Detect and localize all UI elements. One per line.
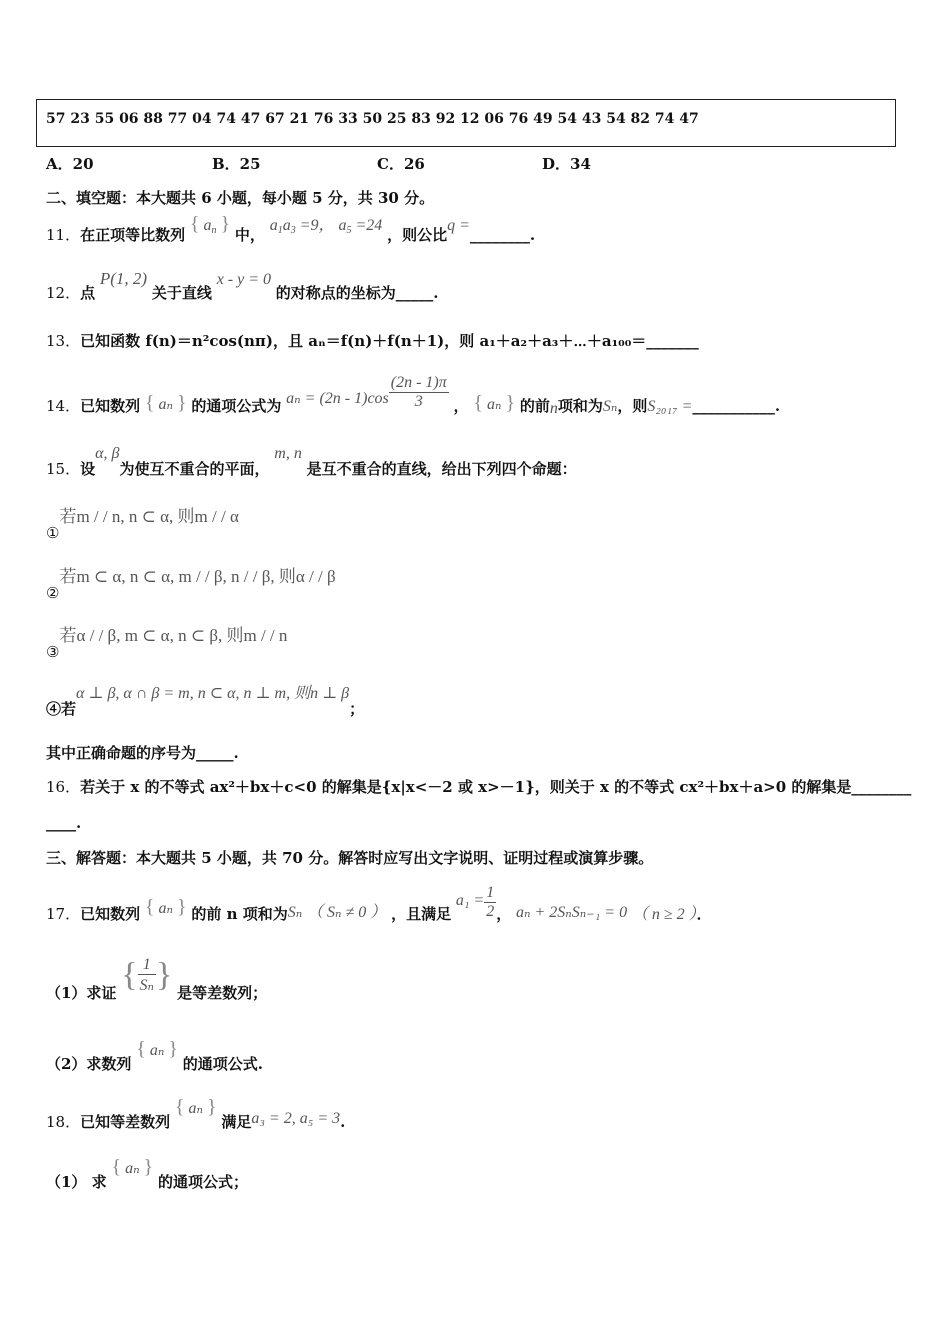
q15-text-3: 是互不重合的直线，给出下列四个命题： xyxy=(306,460,577,478)
prop-3-mark: ③ xyxy=(46,643,60,661)
q17-2-text-1: （2）求数列 xyxy=(46,1055,132,1073)
random-number-table xyxy=(36,99,896,147)
q16-text: 若关于 x 的不等式 ax²＋bx＋c<0 的解集是{x|x<－2 或 x>－1}，则关于 x 的不等式 cx²＋bx＋a>0 的解集是________ xyxy=(80,778,912,796)
q17-condition-2: （ n ≥ 2 ） xyxy=(631,905,697,923)
q11-sequence: { $a_n$ } xyxy=(189,213,231,236)
question-12 xyxy=(46,268,439,304)
q18-1-sequence: { aₙ } xyxy=(111,1156,154,1178)
q11-ratio: q = xyxy=(447,217,470,234)
q14-text-1: 已知数列 xyxy=(80,396,141,415)
q15-lines: m, n xyxy=(274,445,302,462)
q18-1-text-1: （1） 求 xyxy=(46,1173,107,1191)
q11-blank: ________. xyxy=(469,226,536,244)
option-d: D．34 xyxy=(542,155,591,173)
q11-text-1: 在正项等比数列 xyxy=(80,226,186,244)
q16-continuation: ____. xyxy=(46,814,82,832)
q12-line: x - y = 0 xyxy=(216,271,272,288)
q17-part-1 xyxy=(46,956,267,1012)
q14-text-4: 的前 xyxy=(519,396,550,415)
q11-condition: $a_1a_3 =9$， $a_5 =24$ xyxy=(269,217,383,236)
question-18 xyxy=(46,1096,345,1132)
q14-fraction: $\frac{(2n - 1)\pi}{3}$ xyxy=(390,374,447,410)
question-13 xyxy=(46,330,699,351)
q13-number: 13． xyxy=(46,332,81,350)
prop-1-mark: ① xyxy=(46,524,60,542)
q14-sn: Sₙ xyxy=(602,397,618,415)
q15-planes: α, β xyxy=(95,445,120,462)
q18-text-2: 满足 xyxy=(221,1113,252,1131)
q14-sequence: { aₙ } xyxy=(144,391,187,414)
q17-end: ． xyxy=(696,904,712,923)
q18-number: 18． xyxy=(46,1113,81,1131)
q15-text-2: 为使互不重合的平面， xyxy=(119,460,270,478)
q17-a1: a₁ = xyxy=(455,891,485,909)
q17-sequence: { aₙ } xyxy=(144,895,187,918)
q17-text-2: 的前 n 项和为 xyxy=(191,904,288,923)
q12-text-3: 的对称点的坐标为_____. xyxy=(275,284,439,302)
question-15 xyxy=(46,442,577,478)
section-2-heading: 二、填空题：本大题共 6 小题，每小题 5 分，共 30 分。 xyxy=(46,189,435,207)
q14-text-6: ，则 xyxy=(617,396,648,415)
q15-number: 15． xyxy=(46,460,81,478)
q11-text-3: ，则公比 xyxy=(387,226,448,244)
prop-1-text: 若m / / n, n ⊂ α, 则m / / α xyxy=(59,507,239,526)
proposition-3 xyxy=(46,621,288,661)
q18-part-1 xyxy=(46,1156,248,1192)
q11-number: 11． xyxy=(46,226,81,244)
q16-number: 16． xyxy=(46,778,81,796)
q18-condition: a₃ = 2, a₅ = 3 xyxy=(251,1110,341,1127)
option-a: A．20 xyxy=(46,155,94,173)
q17-1-expression: { $\frac{1}{\text{Sₙ}}$ } xyxy=(121,956,173,994)
q18-text-1: 已知等差数列 xyxy=(80,1113,171,1131)
q15-answer-line: 其中正确命题的序号为_____. xyxy=(46,744,239,762)
prop-2-text: 若m ⊂ α, n ⊂ α, m / / β, n / / β, 则α / / β xyxy=(59,567,336,586)
q14-number: 14． xyxy=(46,396,81,415)
q14-n: n xyxy=(549,399,558,417)
section-3-heading: 三、解答题：本大题共 5 小题，共 70 分。解答时应写出文字说明、证明过程或演算步骤。 xyxy=(46,849,654,867)
prop-4-mark: ④若 xyxy=(46,700,77,718)
q17-2-sequence: { aₙ } xyxy=(136,1038,178,1060)
q17-text-4: ， xyxy=(496,904,512,923)
q18-end: . xyxy=(340,1113,346,1131)
q18-sequence: { aₙ } xyxy=(174,1096,217,1118)
question-14 xyxy=(46,360,781,417)
q17-relation: aₙ + 2SₙSₙ₋₁ = 0 xyxy=(516,903,628,921)
q17-2-text-2: 的通项公式. xyxy=(182,1055,263,1073)
q17-sn: Sₙ xyxy=(287,903,303,921)
q13-text: 已知函数 f(n)＝n²cos(nπ)，且 aₙ＝f(n)＋f(n＋1)，则 a₁＋a₂＋a₃＋⋯＋a₁₀₀＝_______ xyxy=(80,332,699,350)
q14-text-3: ， xyxy=(453,396,469,415)
q14-s2017: S₂₀₁₇ = xyxy=(647,397,693,415)
prop-3-text: 若α / / β, m ⊂ α, n ⊂ β, 则m / / n xyxy=(59,626,288,645)
q14-formula-lhs: aₙ = (2n - 1)cos xyxy=(286,389,389,407)
random-number-row: 57 23 55 06 88 77 04 74 47 67 21 76 33 50 25 83 92 12 06 76 49 54 43 54 82 74 47 xyxy=(46,111,699,127)
q17-1-text-2: 是等差数列； xyxy=(177,983,268,1002)
q17-part-2 xyxy=(46,1038,263,1074)
q18-1-text-2: 的通项公式； xyxy=(157,1173,248,1191)
q17-condition: （ Sₙ ≠ 0 ） xyxy=(307,903,387,921)
q14-blank: ___________. xyxy=(692,396,781,415)
proposition-1 xyxy=(46,502,239,542)
q12-point: P(1, 2) xyxy=(99,269,148,288)
prop-2-mark: ② xyxy=(46,584,60,602)
option-c: C．26 xyxy=(377,155,425,173)
q17-number: 17． xyxy=(46,904,81,923)
q11-text-2: 中， xyxy=(234,226,265,244)
q17-1-text-1: （1）求证 xyxy=(46,983,117,1002)
q14-text-2: 的通项公式为 xyxy=(191,396,282,415)
question-16 xyxy=(46,776,911,797)
q12-text-1: 点 xyxy=(80,284,96,302)
proposition-4 xyxy=(46,680,365,718)
q14-text-5: 项和为 xyxy=(557,396,603,415)
q12-number: 12． xyxy=(46,284,81,302)
q12-text-2: 关于直线 xyxy=(151,284,212,302)
prop-4-tail: ； xyxy=(349,700,365,718)
q17-text-3: ，且满足 xyxy=(391,904,452,923)
option-b: B．25 xyxy=(212,155,261,173)
q17-a1-fraction: $\frac{1}{2}$ xyxy=(486,884,495,920)
proposition-2 xyxy=(46,562,336,602)
prop-4-text: α ⊥ β, α ∩ β = m, n ⊂ α, n ⊥ m, 则n ⊥ β xyxy=(76,685,350,702)
question-17 xyxy=(46,872,712,923)
q17-text-1: 已知数列 xyxy=(80,904,141,923)
q15-text-1: 设 xyxy=(80,460,96,478)
q14-sequence-2: { aₙ } xyxy=(473,391,516,414)
question-11 xyxy=(46,212,535,246)
